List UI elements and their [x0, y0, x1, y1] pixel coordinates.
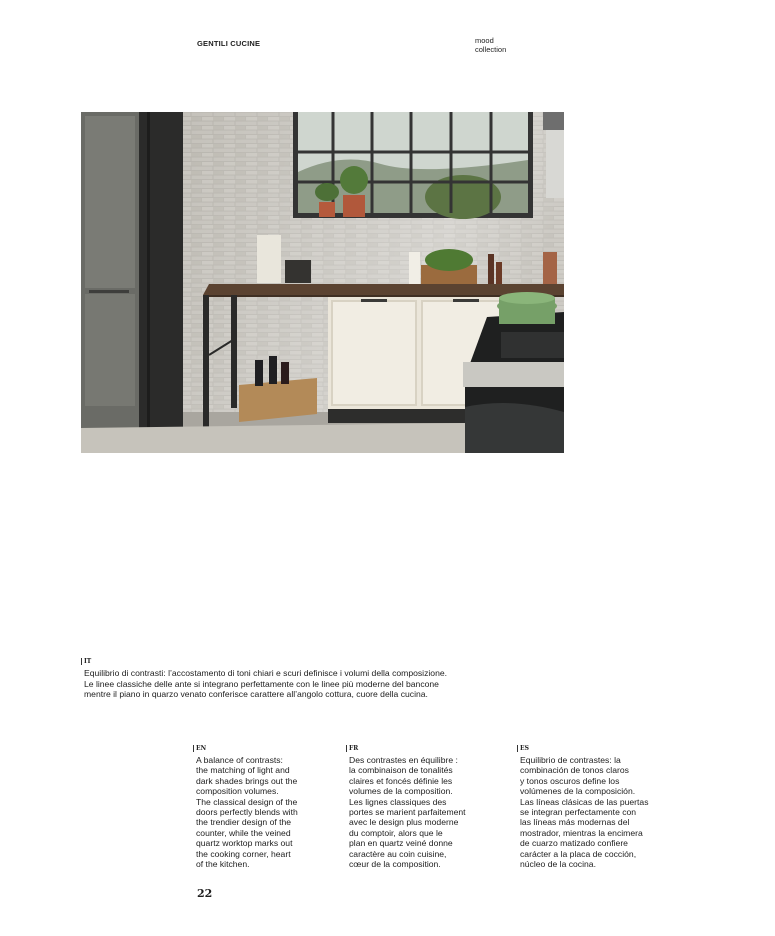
brand-name: GENTILI CUCINE [197, 39, 261, 48]
text-block-en [193, 737, 358, 869]
description-fr: Des contrastes en équilibre : la combinaison de tonalités claires et foncés définie les volumes de la composition. Les lignes classiques des portes se marient parfaitement avec le design plus moderne du comptoir, alors que le plan en quartz veiné donne caractère au coin cuisine, cœur de la composition. [349, 755, 466, 870]
text-block-es [517, 737, 682, 869]
page-number: 22 [197, 887, 213, 900]
text-block-it [81, 650, 521, 700]
lang-tag-es: ES [517, 745, 529, 752]
lang-tag-en: EN [193, 745, 206, 752]
description-it: Equilibrio di contrasti: l’accostamento di toni chiari e scuri definisce i volumi della composizione. Le linee classiche delle ante si integrano perfettamente con le linee più moderne del bancone mentre il piano in quarzo venato conferisce carattere all’angolo cottura, cuore della cucina. [84, 668, 448, 700]
kitchen-photo [81, 112, 564, 453]
lang-tag-it: IT [81, 658, 91, 665]
collection-name: mood collection [475, 36, 507, 54]
text-block-fr [346, 737, 511, 869]
description-en: A balance of contrasts: the matching of light and dark shades brings out the composition volumes. The classical design of the doors perfectly blends with the trendier design of the counter, while the veined quartz worktop marks out the cooking corner, heart of the kitchen. [196, 755, 298, 870]
description-es: Equilibrio de contrastes: la combinación de tonos claros y tonos oscuros define los volúmenes de la composición. Las líneas clásicas de las puertas se integran perfectamente con las líneas más modernas del mostrador, mientras la encimera de cuarzo matizado confiere carácter a la placa de cocción, núcleo de la cocina. [520, 755, 649, 870]
lang-tag-fr: FR [346, 745, 358, 752]
